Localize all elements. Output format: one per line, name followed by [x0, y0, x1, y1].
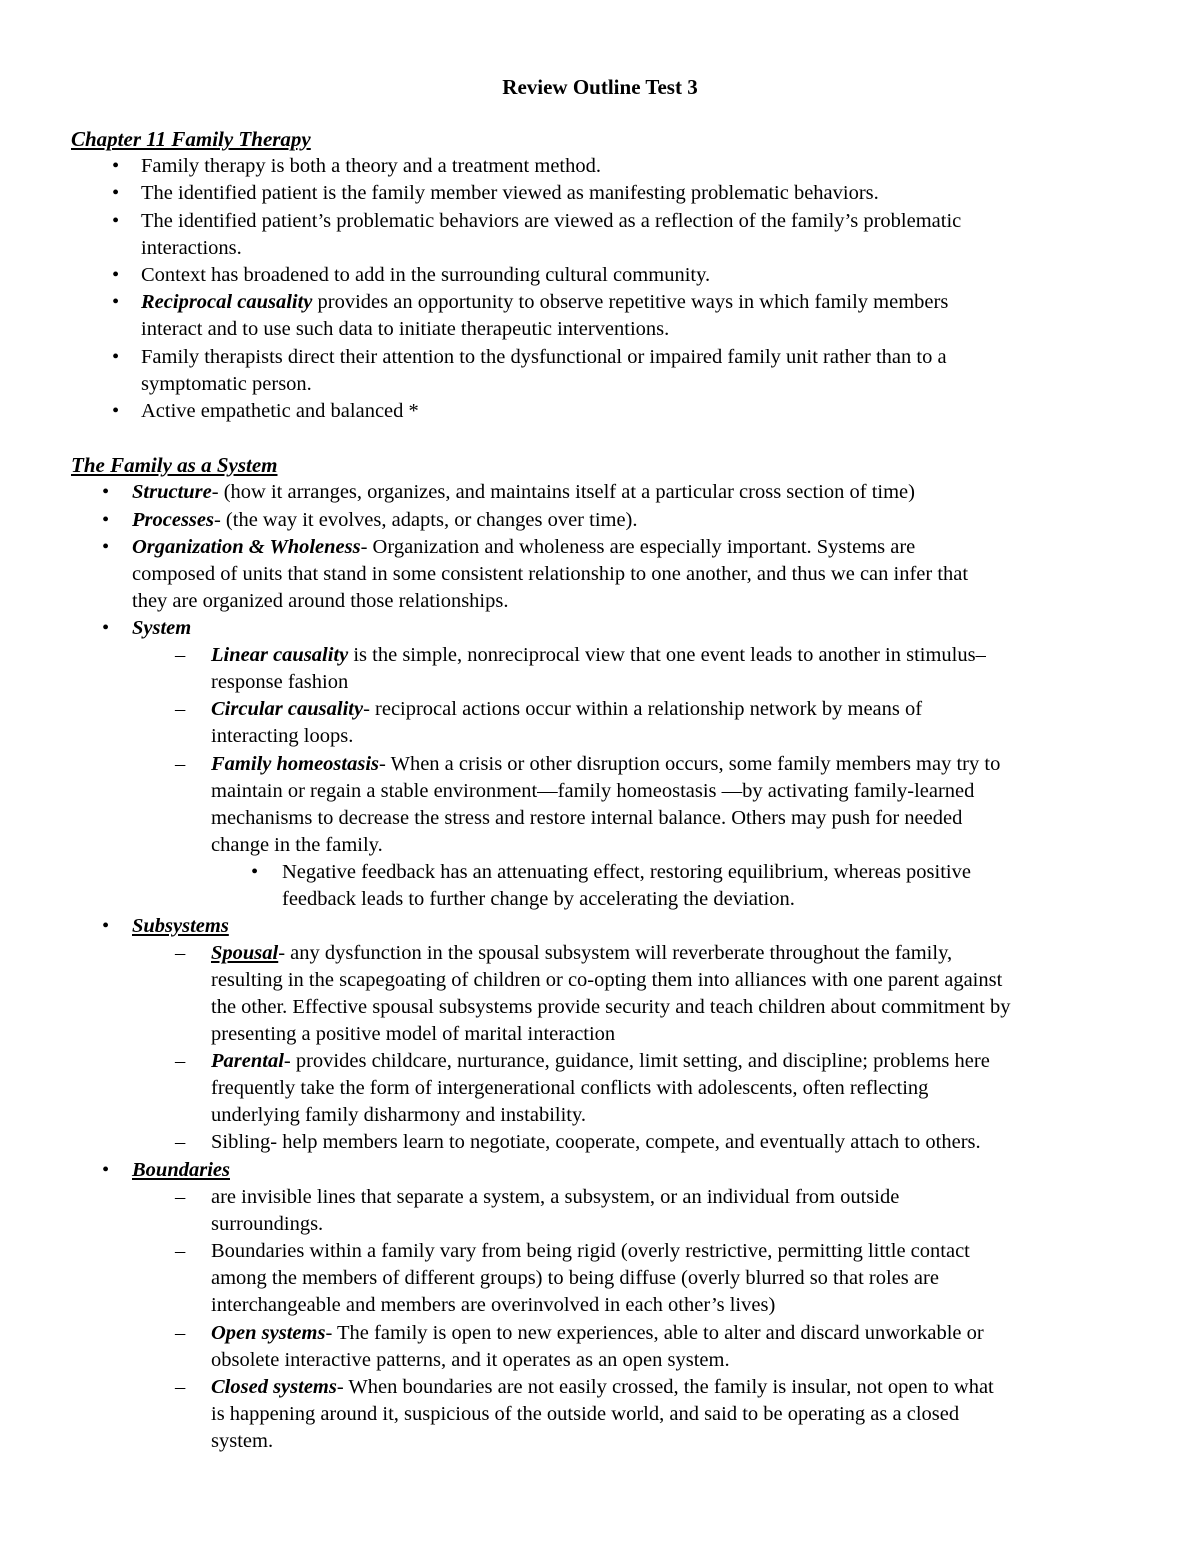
list-item: Sibling- help members learn to negotiate, cooperate, compete, and eventually attach to others.: [211, 1131, 981, 1153]
list-item-continuation: is happening around it, suspicious of the outside world, and said to be operating as a closed: [211, 1403, 960, 1425]
list-item: [211, 751, 1000, 778]
chapter-heading: Chapter 11 Family Therapy: [71, 127, 311, 151]
list-item-continuation: resulting in the scapegoating of children or co-opting them into alliances with one parent against: [211, 969, 1003, 991]
list-item: Active empathetic and balanced *: [141, 400, 419, 422]
dash-marker: –: [175, 1050, 186, 1072]
bullet-marker: •: [102, 617, 110, 639]
system-heading: The Family as a System: [71, 453, 278, 477]
term-definition: - provides childcare, nurturance, guidance, limit setting, and discipline; problems here: [283, 1050, 990, 1072]
dash-marker: –: [175, 1240, 186, 1262]
list-item: [211, 1048, 990, 1075]
bullet-marker: •: [251, 861, 259, 883]
term-closed-systems: Closed systems: [211, 1376, 337, 1398]
list-item-continuation: interact and to use such data to initiate therapeutic interventions.: [141, 318, 670, 340]
bullet-marker: •: [112, 155, 120, 177]
bullet-marker: •: [112, 291, 120, 313]
list-item-continuation: among the members of different groups) to being diffuse (overly blurred so that roles are: [211, 1267, 939, 1289]
list-item: [211, 1374, 994, 1401]
term-boundaries: Boundaries: [132, 1159, 230, 1181]
dash-marker: –: [175, 644, 186, 666]
dash-marker: –: [175, 1131, 186, 1153]
list-item-continuation: feedback leads to further change by accelerating the deviation.: [282, 888, 795, 910]
bullet-marker: •: [112, 346, 120, 368]
list-item: [211, 1320, 984, 1347]
dash-marker: –: [175, 1186, 186, 1208]
list-item-continuation: surroundings.: [211, 1213, 324, 1235]
list-item-continuation: composed of units that stand in some consistent relationship to one another, and thus we can infer that: [132, 563, 969, 585]
list-item-continuation: underlying family disharmony and instability.: [211, 1104, 587, 1126]
bullet-marker: •: [112, 182, 120, 204]
list-item-continuation: presenting a positive model of marital interaction: [211, 1023, 616, 1045]
list-item: [132, 479, 915, 506]
dash-marker: –: [175, 1376, 186, 1398]
term-definition: - any dysfunction in the spousal subsystem will reverberate throughout the family,: [278, 942, 953, 964]
bullet-marker: •: [102, 536, 110, 558]
page-title: Review Outline Test 3: [502, 75, 698, 99]
bullet-marker: •: [102, 509, 110, 531]
bullet-marker: •: [112, 210, 120, 232]
term-organization-wholeness: Organization & Wholeness: [132, 536, 361, 558]
list-item-continuation: interactions.: [141, 237, 242, 259]
dash-marker: –: [175, 942, 186, 964]
term-processes: Processes: [132, 509, 214, 531]
bullet-marker: •: [102, 915, 110, 937]
list-item-continuation: interchangeable and members are overinvolved in each other’s lives): [211, 1294, 776, 1316]
list-item: Family therapists direct their attention to the dysfunctional or impaired family unit rather than to a: [141, 346, 947, 368]
dash-marker: –: [175, 753, 186, 775]
dash-marker: –: [175, 698, 186, 720]
list-item-continuation: maintain or regain a stable environment—family homeostasis —by activating family-learned: [211, 780, 975, 802]
term-family-homeostasis: Family homeostasis: [211, 753, 380, 775]
list-item: The identified patient is the family member viewed as manifesting problematic behaviors.: [141, 182, 879, 204]
term-circular-causality: Circular causality: [211, 698, 364, 720]
list-item-continuation: interacting loops.: [211, 725, 354, 747]
term-structure: Structure: [132, 481, 212, 503]
list-item: The identified patient’s problematic behaviors are viewed as a reflection of the family’s problematic: [141, 210, 962, 232]
dash-marker: –: [175, 1322, 186, 1344]
term-reciprocal-causality: Reciprocal causality: [141, 291, 313, 313]
list-item: [141, 289, 948, 316]
list-item-continuation: symptomatic person.: [141, 373, 312, 395]
bullet-marker: •: [102, 1159, 110, 1181]
term-definition: - When a crisis or other disruption occurs, some family members may try to: [379, 753, 1001, 775]
list-item-continuation: obsolete interactive patterns, and it operates as an open system.: [211, 1349, 730, 1371]
list-item: Boundaries within a family vary from being rigid (overly restrictive, permitting little contact: [211, 1240, 970, 1262]
list-item-continuation: the other. Effective spousal subsystems provide security and teach children about commitment by: [211, 996, 1011, 1018]
term-definition: - The family is open to new experiences, able to alter and discard unworkable or: [325, 1322, 984, 1344]
list-item-continuation: response fashion: [211, 671, 349, 693]
list-item-continuation: they are organized around those relationships.: [132, 590, 509, 612]
list-item: Family therapy is both a theory and a treatment method.: [141, 155, 601, 177]
list-item-continuation: mechanisms to decrease the stress and restore internal balance. Others may push for needed: [211, 807, 963, 829]
term-subsystems: Subsystems: [132, 915, 229, 937]
bullet-marker: •: [102, 481, 110, 503]
bullet-marker: •: [112, 400, 120, 422]
term-definition: - (how it arranges, organizes, and maintains itself at a particular cross section of time): [211, 481, 915, 503]
list-item: [132, 507, 638, 534]
term-system: System: [132, 617, 192, 639]
term-definition: - reciprocal actions occur within a relationship network by means of: [363, 698, 923, 720]
list-item: are invisible lines that separate a system, a subsystem, or an individual from outside: [211, 1186, 900, 1208]
bullet-marker: •: [112, 264, 120, 286]
term-definition: - When boundaries are not easily crossed, the family is insular, not open to what: [336, 1376, 994, 1398]
list-item: Negative feedback has an attenuating effect, restoring equilibrium, whereas positive: [282, 861, 971, 883]
list-item-continuation: change in the family.: [211, 834, 383, 856]
list-item: [211, 696, 922, 723]
term-parental: Parental: [211, 1050, 284, 1072]
term-definition: - (the way it evolves, adapts, or changes over time).: [213, 509, 638, 531]
list-item: [211, 642, 986, 669]
list-item: [211, 940, 952, 967]
term-definition: - Organization and wholeness are especially important. Systems are: [360, 536, 916, 558]
term-definition: is the simple, nonreciprocal view that one event leads to another in stimulus–: [348, 644, 986, 666]
term-definition: provides an opportunity to observe repetitive ways in which family members: [312, 291, 949, 313]
list-item-continuation: system.: [211, 1430, 274, 1452]
term-linear-causality: Linear causality: [211, 644, 349, 666]
list-item-continuation: frequently take the form of intergenerational conflicts with adolescents, often reflecting: [211, 1077, 929, 1099]
list-item: [132, 534, 915, 561]
term-open-systems: Open systems: [211, 1322, 326, 1344]
list-item: Context has broadened to add in the surrounding cultural community.: [141, 264, 711, 286]
term-spousal: Spousal: [211, 942, 279, 964]
